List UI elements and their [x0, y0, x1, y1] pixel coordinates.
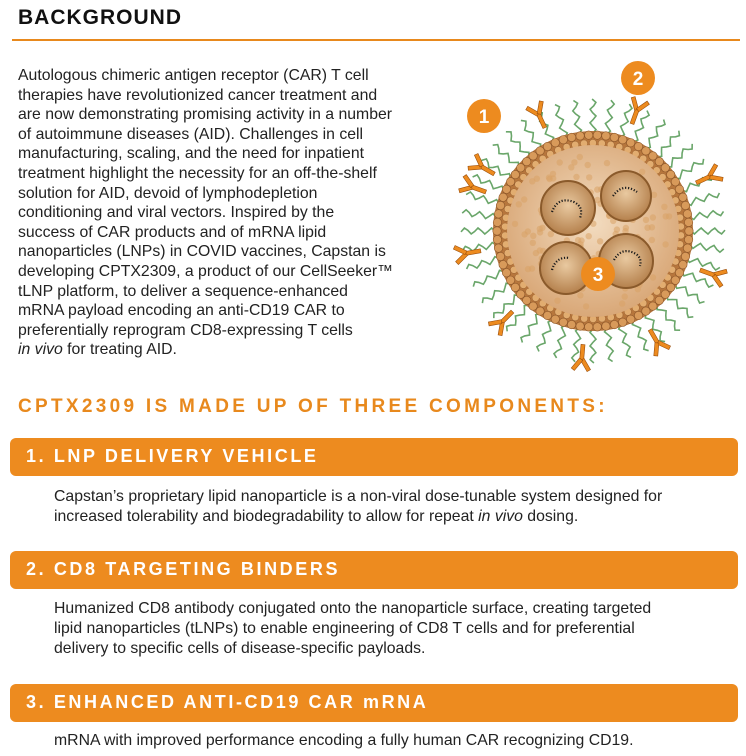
intro-line: nanoparticles (LNPs) in COVID vaccines, Capstan is — [18, 243, 386, 261]
intro-line: developing CPTX2309, a product of our CellSeeker™ — [18, 262, 393, 280]
component-bar-lnp — [10, 438, 738, 476]
intro-line: of autoimmune diseases (AID). Challenges in cell — [18, 125, 364, 143]
badge-2 — [621, 61, 655, 95]
intro-line: are now demonstrating promising activity in a number — [18, 106, 393, 124]
component-bar-cd8 — [10, 551, 738, 589]
desc-line: Humanized CD8 antibody conjugated onto the nanoparticle surface, creating targeted — [54, 600, 652, 617]
nanoparticle-core — [507, 145, 679, 317]
component-label: 2. CD8 TARGETING BINDERS — [26, 559, 341, 579]
badge-1 — [467, 99, 501, 133]
mrna-compartment — [541, 181, 595, 235]
intro-paragraph — [18, 66, 423, 360]
components-heading: CPTX2309 IS MADE UP OF THREE COMPONENTS: — [18, 396, 608, 417]
component-description-cd8 — [54, 599, 734, 659]
section-title-background: BACKGROUND — [18, 6, 182, 29]
badge-1-label: 1 — [478, 107, 490, 128]
desc-line: lipid nanoparticles (tLNPs) to enable engineering of CD8 T cells and for preferential — [54, 620, 635, 637]
intro-line: tLNP platform, to deliver a sequence-enhanced — [18, 282, 348, 300]
intro-line: manufacturing, scaling, and the need for inpatient — [18, 145, 365, 163]
badge-2-label: 2 — [632, 69, 644, 90]
intro-line: preferentially reprogram CD8-expressing T cells — [18, 321, 353, 339]
component-label: 3. ENHANCED ANTI-CD19 CAR mRNA — [26, 692, 429, 712]
component-description-mrna — [54, 731, 734, 751]
desc-line: Capstan’s proprietary lipid nanoparticle is a non-viral dose-tunable system designed for — [54, 488, 663, 505]
intro-line: mRNA payload encoding an anti-CD19 CAR to — [18, 302, 345, 320]
intro-line-tail: for treating AID. — [62, 341, 177, 359]
desc-line — [54, 507, 734, 527]
intro-line: conditioning and viral vectors. Inspired by the — [18, 204, 335, 222]
badge-3-label: 3 — [592, 265, 604, 286]
nanoparticle-diagram — [448, 56, 738, 386]
in-vivo-italic: in vivo — [18, 341, 63, 359]
desc-segment: dosing. — [522, 508, 579, 525]
component-bar-mrna — [10, 684, 738, 722]
tlnp-illustration — [448, 56, 738, 386]
component-description-lnp — [54, 487, 734, 527]
intro-line: solution for AID, devoid of lymphodepletion — [18, 184, 318, 202]
intro-line: therapies have revolutionized cancer treatment and — [18, 86, 378, 104]
component-label: 1. LNP DELIVERY VEHICLE — [26, 446, 319, 466]
intro-line-last — [18, 340, 423, 360]
desc-line: mRNA with improved performance encoding a fully human CAR recognizing CD19. — [54, 732, 634, 749]
intro-line: Autologous chimeric antigen receptor (CAR) T cell — [18, 67, 369, 84]
desc-segment: increased tolerability and biodegradability to allow for repeat — [54, 508, 479, 525]
intro-line: treatment highlight the necessity for an off-the-shelf — [18, 164, 377, 182]
desc-line: delivery to specific cells of disease-specific payloads. — [54, 640, 426, 657]
in-vivo-italic: in vivo — [478, 508, 523, 525]
mrna-compartment — [601, 171, 651, 221]
title-divider — [12, 39, 740, 41]
badge-3 — [581, 257, 615, 291]
intro-line: success of CAR products and of mRNA lipid — [18, 223, 327, 241]
